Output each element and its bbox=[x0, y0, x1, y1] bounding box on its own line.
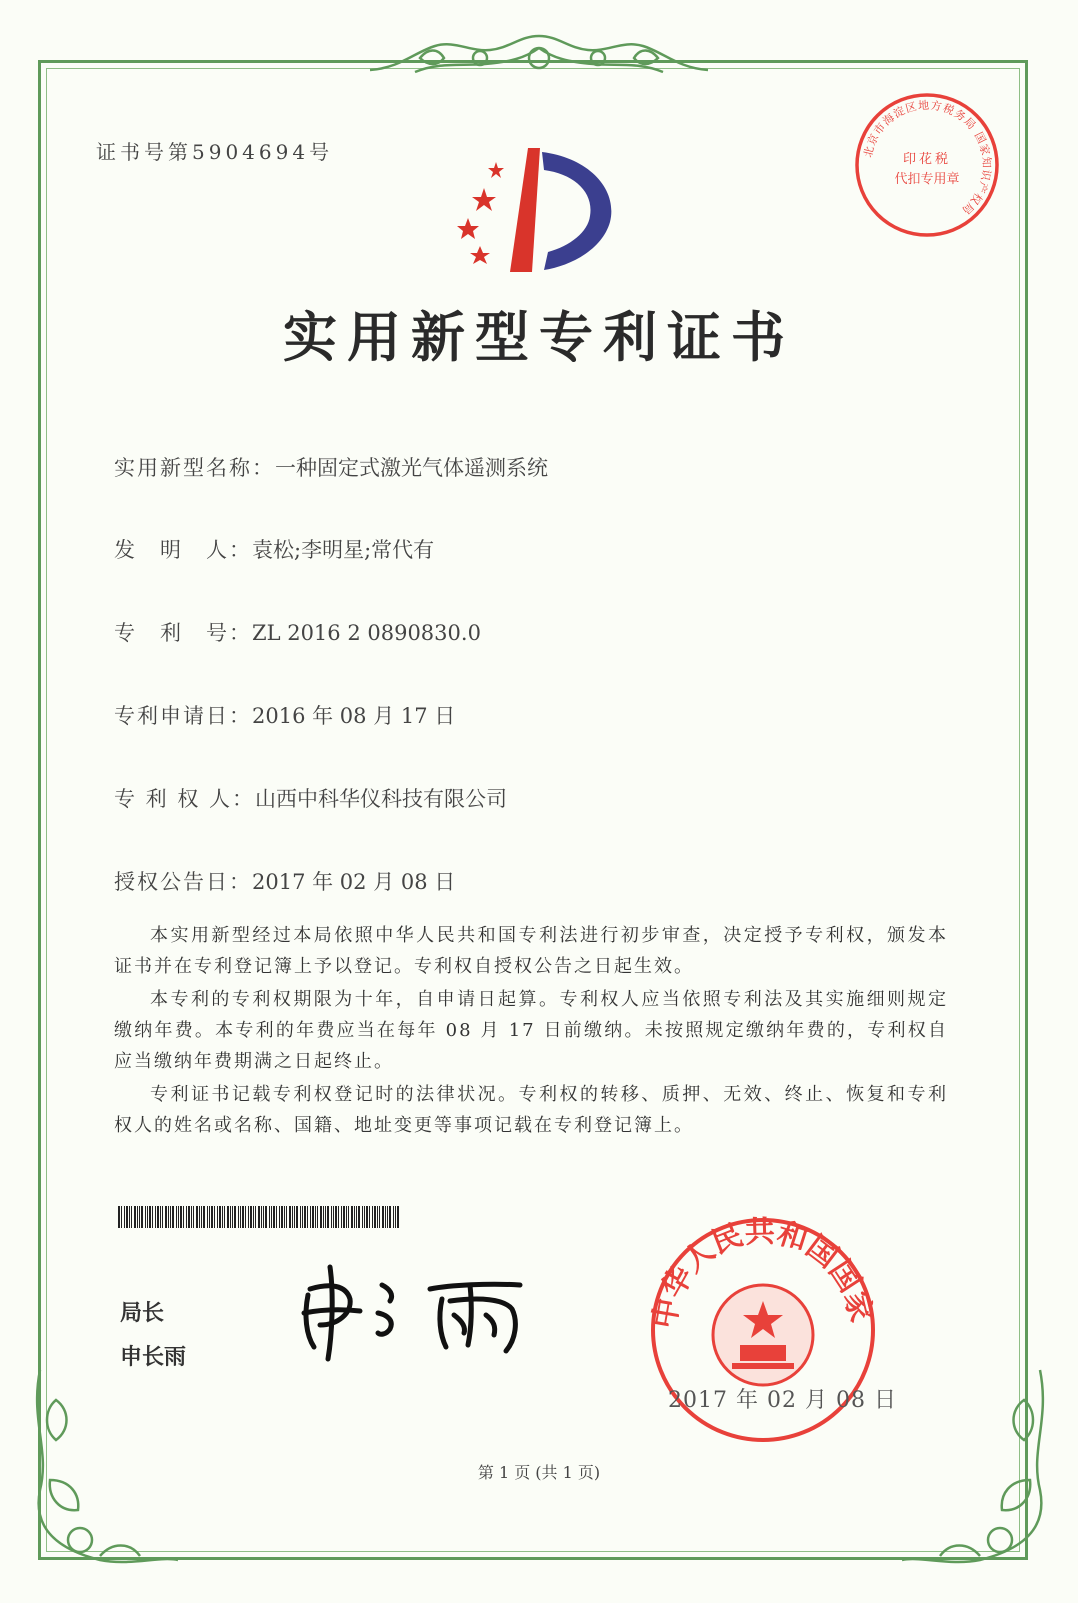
field-value: 山西中科华仪科技有限公司 bbox=[255, 787, 508, 811]
tax-seal-ring-text: 北京市海淀区地方税务局 国家知识产权局 bbox=[861, 98, 994, 218]
field-label: 专利申请日： bbox=[114, 704, 252, 728]
field-value: 一种固定式激光气体遥测系统 bbox=[275, 456, 548, 480]
field-application-date bbox=[114, 700, 455, 730]
official-seal-date: 2017 年 02 月 08 日 bbox=[668, 1388, 897, 1413]
barcode-icon bbox=[118, 1206, 402, 1228]
field-label: 授权公告日： bbox=[114, 870, 252, 894]
field-label: 专 利 号： bbox=[114, 621, 252, 645]
field-label: 实用新型名称： bbox=[114, 456, 275, 480]
tax-seal-center-line1: 印花税 bbox=[902, 152, 951, 167]
director-title: 局长 bbox=[120, 1301, 165, 1326]
field-patentee bbox=[114, 783, 507, 813]
field-label: 发 明 人： bbox=[114, 538, 252, 562]
field-value: 2017 年 02 月 08 日 bbox=[252, 870, 456, 894]
director-signature-icon bbox=[290, 1255, 550, 1365]
field-utility-model-name bbox=[114, 452, 548, 482]
page-footer: 第 1 页 (共 1 页) bbox=[477, 1463, 601, 1482]
certificate-number: 证书号第5904694号 bbox=[96, 140, 334, 164]
body-paragraph: 专利证书记载专利权登记时的法律状况。专利权的转移、质押、无效、终止、恢复和专利权人的姓名或名称、国籍、地址变更等事项记载在专利登记簿上。 bbox=[114, 1084, 948, 1136]
field-value: 2016 年 08 月 17 日 bbox=[252, 704, 456, 728]
body-paragraph: 本专利的专利权期限为十年，自申请日起算。专利权人应当依照专利法及其实施细则规定缴纳年费。本专利的年费应当在每年 08 月 17 日前缴纳。未按照规定缴纳年费的，专利权自应当缴纳年费期满之日起终止。 bbox=[114, 989, 948, 1072]
field-label: 专 利 权 人： bbox=[114, 787, 256, 811]
field-grant-date bbox=[114, 866, 455, 896]
director-name: 申长雨 bbox=[120, 1345, 187, 1370]
patent-office-logo-icon bbox=[440, 140, 630, 280]
certificate-title: 实用新型专利证书 bbox=[283, 305, 795, 369]
tax-seal-center-line2: 代扣专用章 bbox=[894, 172, 960, 187]
top-ornament-icon bbox=[360, 28, 718, 88]
field-value: ZL 2016 2 0890830.0 bbox=[252, 621, 481, 645]
body-paragraph: 本实用新型经过本局依照中华人民共和国专利法进行初步审查，决定授予专利权，颁发本证书并在专利登记簿上予以登记。专利权自授权公告之日起生效。 bbox=[114, 925, 948, 977]
field-patent-number bbox=[114, 617, 481, 647]
official-seal-ring-text: 中华人民共和国国家 bbox=[648, 1215, 878, 1332]
certificate-body bbox=[114, 920, 948, 1143]
field-inventors bbox=[114, 534, 434, 564]
tax-seal bbox=[852, 90, 1002, 240]
field-value: 袁松;李明星;常代有 bbox=[252, 538, 435, 562]
